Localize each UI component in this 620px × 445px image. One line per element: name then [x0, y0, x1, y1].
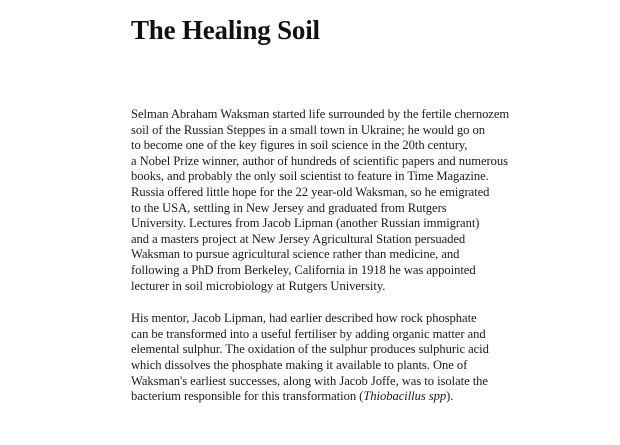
text-line: following a PhD from Berkeley, California in 1918 he was appointed	[131, 262, 476, 277]
line-text-before: bacterium responsible for this transformation (	[131, 389, 364, 404]
text-line: lecturer in soil microbiology at Rutgers University.	[131, 278, 386, 293]
text-line: soil of the Russian Steppes in a small town in Ukraine; he would go on	[131, 122, 485, 137]
text-line-with-italic	[131, 389, 601, 405]
article-body	[131, 107, 601, 422]
text-line: and a masters project at New Jersey Agricultural Station persuaded	[131, 231, 466, 246]
text-line: to become one of the key figures in soil science in the 20th century,	[131, 138, 468, 153]
text-line: His mentor, Jacob Lipman, had earlier described how rock phosphate	[131, 311, 477, 326]
text-line: Russia offered little hope for the 22 year-old Waksman, so he emigrated	[131, 184, 490, 199]
text-line: a Nobel Prize winner, author of hundreds of scientific papers and numerous	[131, 153, 508, 168]
text-line: can be transformed into a useful fertiliser by adding organic matter and	[131, 326, 486, 341]
text-line: books, and probably the only soil scientist to feature in Time Magazine.	[131, 169, 489, 184]
text-line: Waksman to pursue agricultural science rather than medicine, and	[131, 247, 460, 262]
text-line: elemental sulphur. The oxidation of the sulphur produces sulphuric acid	[131, 342, 489, 357]
paragraph-1	[131, 107, 601, 294]
text-line: which dissolves the phosphate making it available to plants. One of	[131, 357, 468, 372]
line-text-after: ).	[446, 389, 454, 404]
text-line: to the USA, settling in New Jersey and graduated from Rutgers	[131, 200, 447, 215]
paragraph-2	[131, 311, 601, 405]
page-title: The Healing Soil	[131, 15, 320, 45]
text-line: Selman Abraham Waksman started life surrounded by the fertile chernozem	[131, 107, 510, 121]
text-line: University. Lectures from Jacob Lipman (another Russian immigrant)	[131, 216, 480, 231]
text-line: Waksman's earliest successes, along with Jacob Joffe, was to isolate the	[131, 373, 488, 388]
species-name-italic: Thiobacillus spp	[363, 389, 447, 404]
